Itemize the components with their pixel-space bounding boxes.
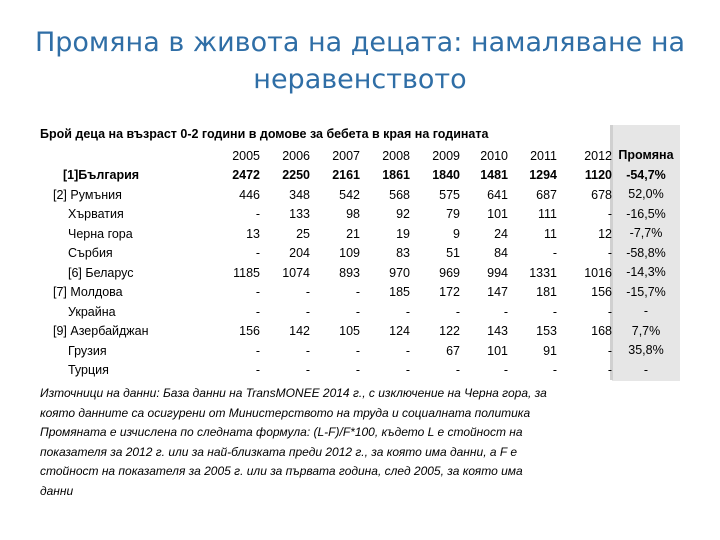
value-cell: 51 <box>446 246 460 261</box>
value-cell: - <box>405 304 410 319</box>
table-row <box>38 322 612 342</box>
year-header-row <box>38 146 612 166</box>
value-cell: - <box>552 363 557 378</box>
value-cell: - <box>255 363 260 378</box>
value-cell: 1294 <box>529 168 557 183</box>
note-line: която данните са осигурени от Министерството на труда и социалната политика <box>40 405 531 420</box>
value-cell: 156 <box>239 324 260 339</box>
value-cell: 25 <box>296 226 310 241</box>
country-header-cell <box>38 146 220 166</box>
value-cell: 1861 <box>382 168 410 183</box>
value-cell: 1016 <box>584 265 612 280</box>
value-cell: 111 <box>537 207 557 222</box>
value-cell: 101 <box>487 207 508 222</box>
title-line-1: Промяна в живота на децата: намаляване на <box>34 27 686 58</box>
country-cell: Черна гора <box>68 226 133 241</box>
change-cell: - <box>643 362 649 377</box>
value-cell: - <box>455 363 460 378</box>
value-cell: 13 <box>246 226 260 241</box>
value-cell: - <box>607 363 612 378</box>
table-row <box>38 341 612 361</box>
value-cell: 91 <box>543 343 557 358</box>
country-cell: Хърватия <box>68 207 124 222</box>
change-cell: -15,7% <box>626 284 666 299</box>
value-cell: - <box>503 304 508 319</box>
value-cell: 1840 <box>432 168 460 183</box>
value-cell: 181 <box>536 285 557 300</box>
value-cell: - <box>405 343 410 358</box>
table-row <box>38 244 612 264</box>
value-cell: 153 <box>536 324 557 339</box>
country-cell: Турция <box>68 363 109 378</box>
value-cell: 2161 <box>332 168 360 183</box>
value-cell: - <box>305 363 310 378</box>
data-table <box>38 146 612 380</box>
source-notes <box>40 384 620 501</box>
value-cell: 1331 <box>529 265 557 280</box>
value-cell: 172 <box>439 285 460 300</box>
slide-title <box>0 24 720 98</box>
note-line: стойност на показателя за 2005 г. или за първата година, след 2005, за която има <box>40 464 523 478</box>
value-cell: - <box>455 304 460 319</box>
value-cell: 970 <box>389 265 410 280</box>
value-cell: - <box>552 246 557 261</box>
change-cell: -7,7% <box>629 226 663 240</box>
value-cell: - <box>355 285 360 300</box>
value-cell: - <box>305 285 310 300</box>
value-cell: 147 <box>487 285 508 300</box>
value-cell: - <box>355 304 360 319</box>
table-caption: Брой деца на възраст 0-2 години в домове за бебета в края на годината <box>40 127 489 141</box>
country-cell: Украйна <box>68 304 116 319</box>
title-line-2: неравенството <box>253 64 467 95</box>
change-header: Промяна <box>618 148 674 162</box>
value-cell: 124 <box>389 324 410 339</box>
year-header: 2006 <box>282 148 310 163</box>
value-cell: 185 <box>389 285 410 300</box>
value-cell: - <box>607 304 612 319</box>
value-cell: - <box>607 246 612 261</box>
value-cell: - <box>255 343 260 358</box>
value-cell: 1481 <box>480 168 508 183</box>
table-row <box>38 361 612 381</box>
country-cell: Грузия <box>68 343 107 358</box>
value-cell: 9 <box>453 226 460 241</box>
value-cell: 122 <box>439 324 460 339</box>
value-cell: - <box>255 304 260 319</box>
value-cell: 79 <box>446 207 460 222</box>
value-cell: - <box>355 343 360 358</box>
value-cell: 133 <box>289 207 310 222</box>
value-cell: 568 <box>389 187 410 202</box>
value-cell: - <box>607 207 612 222</box>
value-cell: 1120 <box>584 168 612 183</box>
year-header: 2007 <box>332 148 360 163</box>
note-line: показателя за 2012 г. или за най-близката преди 2012 г., за която има данни, а F е <box>40 444 517 459</box>
value-cell: 1074 <box>282 265 310 280</box>
table-row <box>38 283 612 303</box>
value-cell: 101 <box>487 343 508 358</box>
year-header: 2011 <box>530 148 557 163</box>
value-cell: 21 <box>346 226 360 241</box>
value-cell: 969 <box>439 265 460 280</box>
change-cell: 35,8% <box>628 343 664 357</box>
country-cell: Сърбия <box>68 246 113 261</box>
value-cell: 11 <box>544 226 557 241</box>
note-line: Източници на данни: База данни на TransMONEE 2014 г., с изключение на Черна гора, за <box>40 386 547 400</box>
value-cell: 542 <box>339 187 360 202</box>
country-cell: [6] Беларус <box>68 265 134 280</box>
change-cell: -54,7% <box>626 167 666 182</box>
value-cell: 168 <box>591 324 612 339</box>
value-cell: 24 <box>494 226 508 241</box>
value-cell: 893 <box>339 265 360 280</box>
value-cell: - <box>255 207 260 222</box>
value-cell: 19 <box>396 226 410 241</box>
value-cell: - <box>255 246 260 261</box>
value-cell: 67 <box>446 343 460 358</box>
value-cell: 2472 <box>232 168 260 183</box>
value-cell: 348 <box>289 187 310 202</box>
change-cell: -14,3% <box>626 265 666 279</box>
table-row <box>38 185 612 205</box>
value-cell: - <box>405 363 410 378</box>
value-cell: 143 <box>487 324 508 339</box>
year-header: 2012 <box>584 148 612 163</box>
year-header: 2008 <box>382 148 410 163</box>
year-header: 2009 <box>432 148 460 163</box>
value-cell: 575 <box>439 187 460 202</box>
change-cell: -16,5% <box>626 206 666 221</box>
change-column <box>612 146 680 380</box>
year-header: 2010 <box>480 148 508 163</box>
value-cell: 678 <box>591 187 612 202</box>
table-row <box>38 166 612 186</box>
table-row <box>38 302 612 322</box>
value-cell: 98 <box>346 207 360 222</box>
value-cell: 994 <box>487 265 508 280</box>
table-row <box>38 263 612 283</box>
country-cell: [7] Молдова <box>53 285 123 300</box>
note-line: Промяната е изчислена по следната формула: (L-F)/F*100, където L е стойност на <box>40 425 523 439</box>
value-cell: 83 <box>396 246 410 261</box>
value-cell: 687 <box>536 187 557 202</box>
value-cell: 84 <box>494 246 508 261</box>
value-cell: 12 <box>598 226 612 241</box>
country-cell: [2] Румъния <box>53 187 122 202</box>
value-cell: 446 <box>239 187 260 202</box>
value-cell: 105 <box>339 324 360 339</box>
value-cell: - <box>355 363 360 378</box>
change-cell: -58,8% <box>626 245 666 260</box>
value-cell: - <box>305 343 310 358</box>
value-cell: 641 <box>487 187 508 202</box>
value-cell: - <box>607 343 612 358</box>
value-cell: - <box>305 304 310 319</box>
value-cell: 2250 <box>282 168 310 183</box>
value-cell: - <box>503 363 508 378</box>
country-cell: [9] Азербайджан <box>53 324 149 339</box>
value-cell: - <box>255 285 260 300</box>
value-cell: 109 <box>339 246 360 261</box>
value-cell: 92 <box>396 207 410 222</box>
change-cell: 7,7% <box>631 323 661 338</box>
table-row <box>38 205 612 225</box>
value-cell: - <box>552 304 557 319</box>
table-row <box>38 224 612 244</box>
change-cell: 52,0% <box>628 187 664 201</box>
year-header: 2005 <box>232 148 260 163</box>
value-cell: 156 <box>591 285 612 300</box>
value-cell: 1185 <box>233 265 260 280</box>
note-line: данни <box>40 483 74 498</box>
country-cell: [1]България <box>63 168 140 183</box>
value-cell: 142 <box>289 324 310 339</box>
change-cell: - <box>643 304 649 318</box>
value-cell: 204 <box>289 246 310 261</box>
